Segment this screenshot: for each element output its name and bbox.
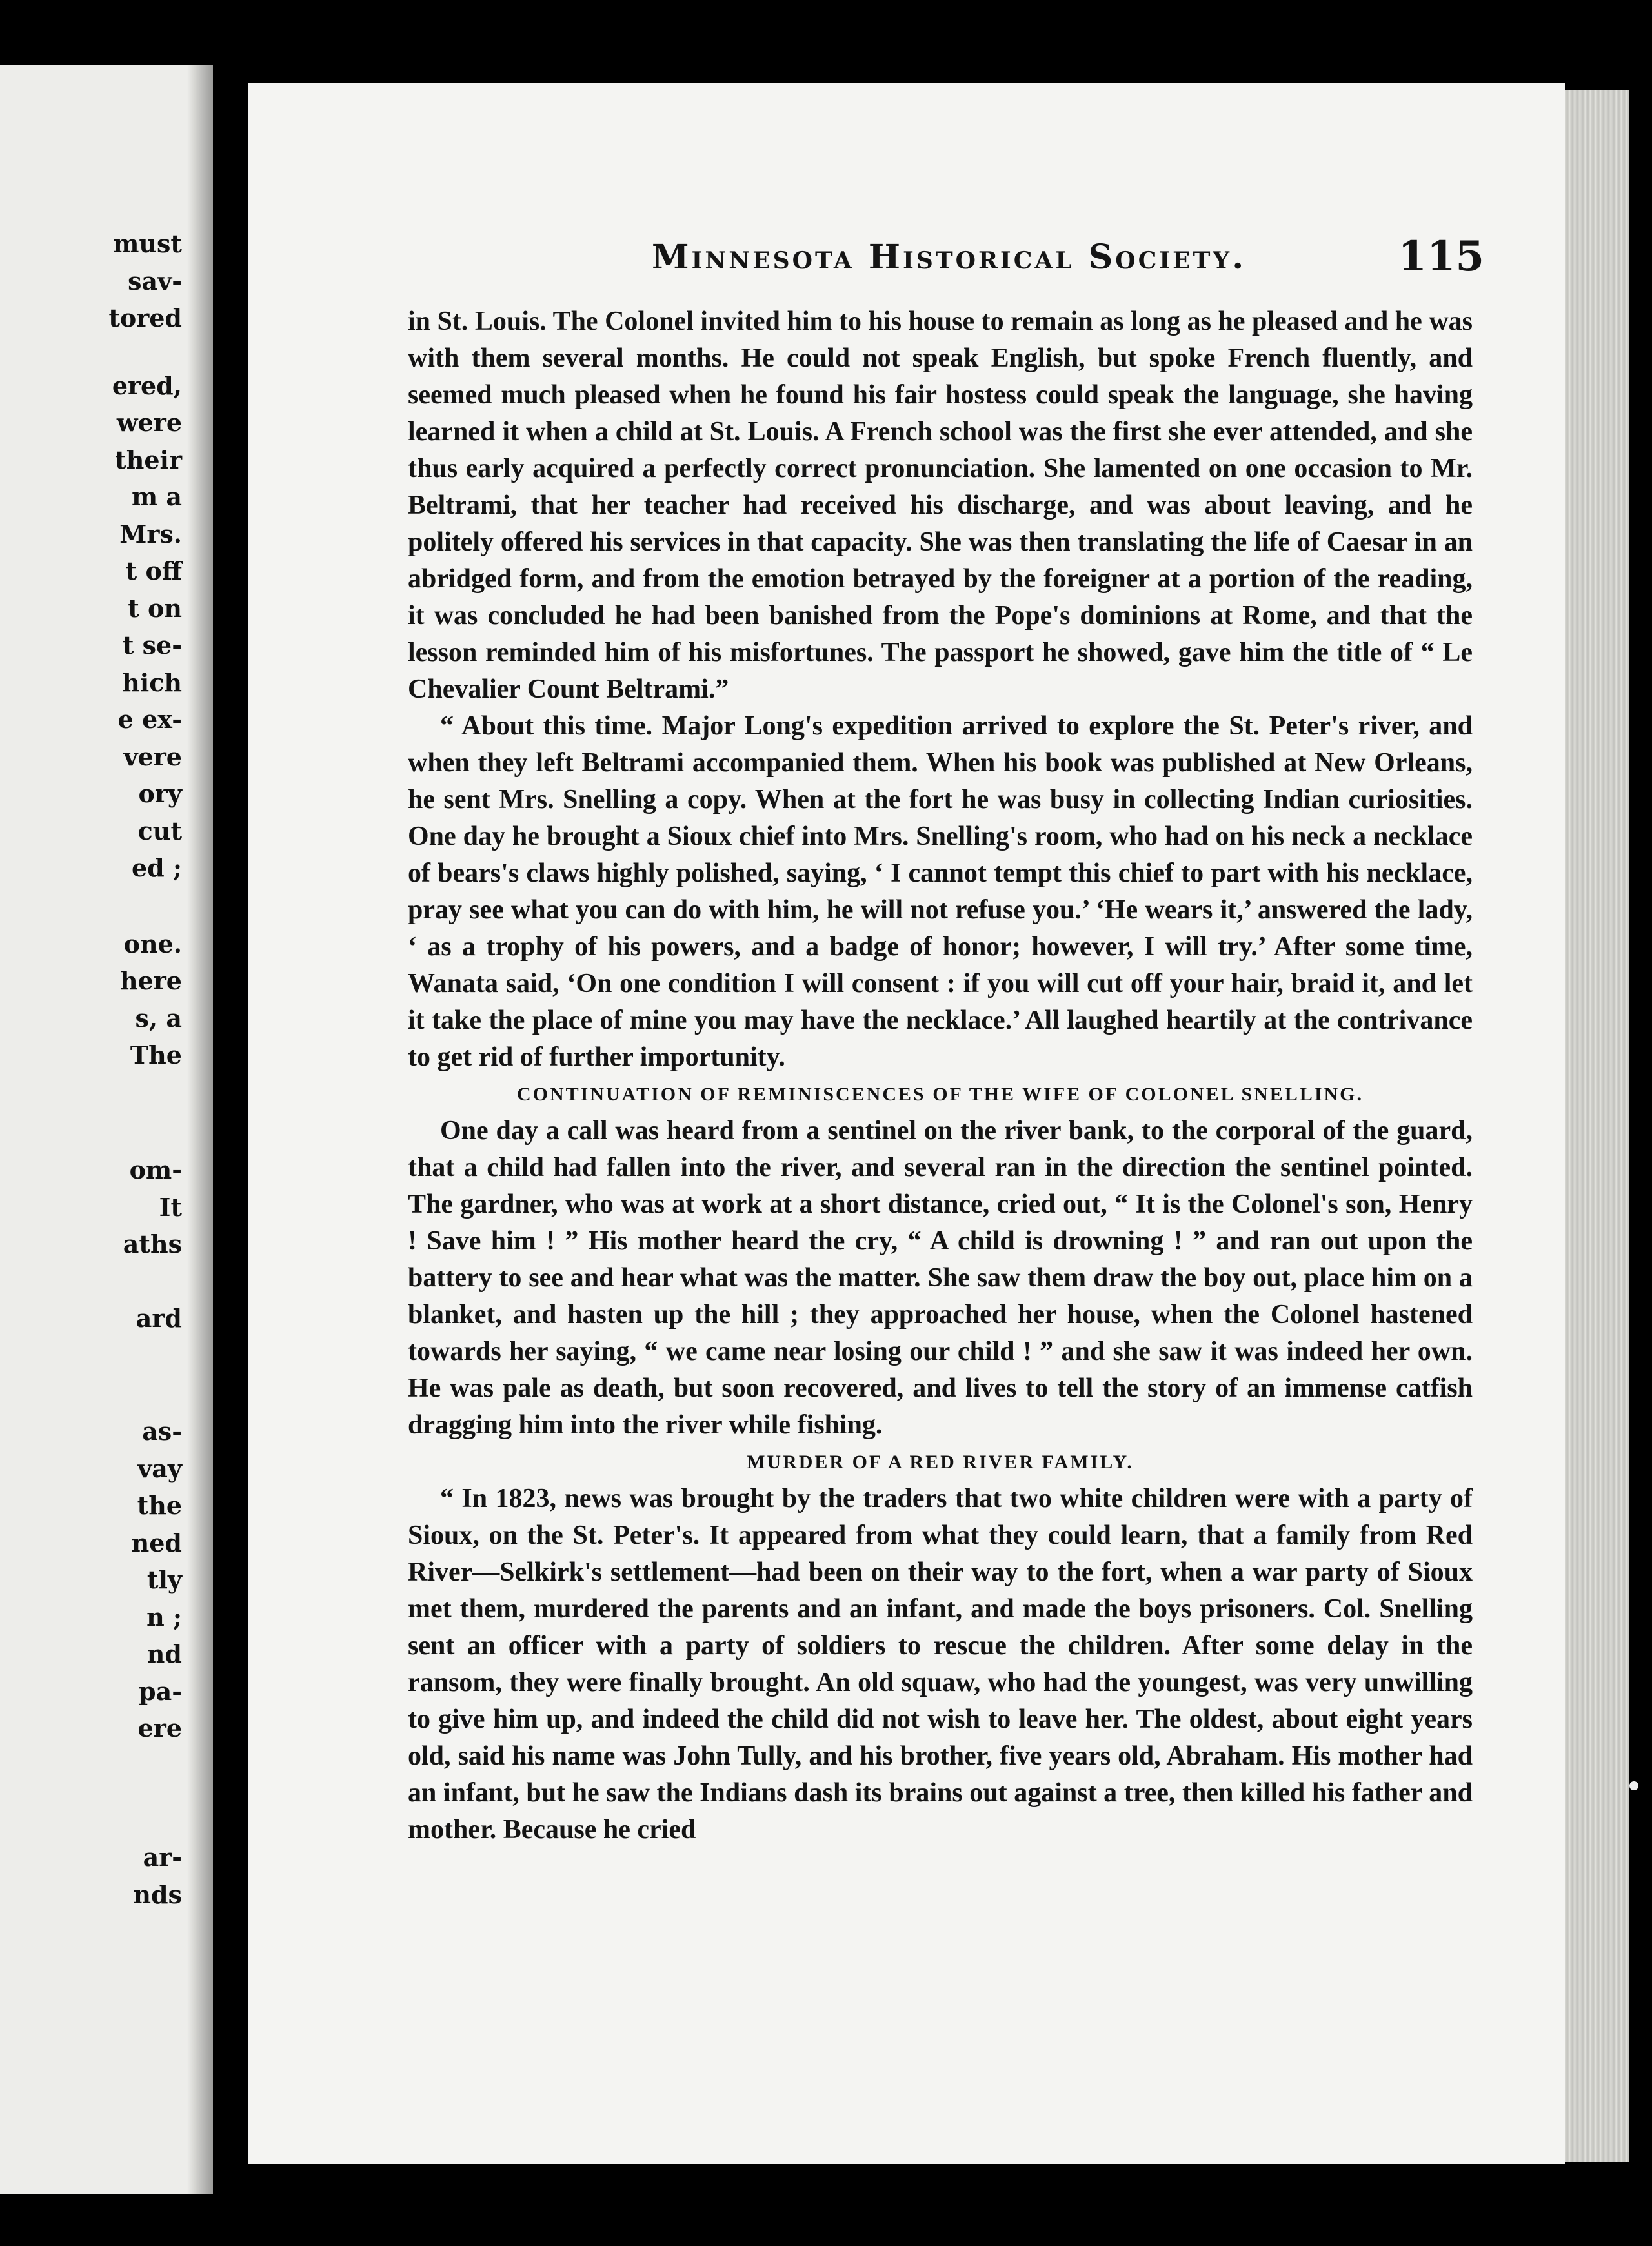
facing-page-fragment: one. <box>123 929 182 958</box>
facing-page-fragment: their <box>115 445 182 474</box>
facing-page-fragment: ory <box>138 779 182 808</box>
facing-page-fragment: tored <box>108 303 182 332</box>
section-heading: MURDER OF A RED RIVER FAMILY. <box>747 1452 1134 1473</box>
paragraph: “ In 1823, news was brought by the traders that two white children were with a party of Sioux, on the St. Peter's. It appeared from what they could learn, that a family from Red River—Selkirk's settlement—had been on their way to the fort, when a war party of Sioux met them, murdered the parents and an infant, and made the boys prisoners. Col. Snelling sent an officer with a party of soldiers to rescue the children. After some delay in the ransom, they were finally brought. An old squaw, who had the youngest, was very unwilling to give him up, and indeed the child did not wish to leave her. The oldest, about eight years old, said his name was John Tully, and his brother, five years old, Abraham. His mother had an infant, but he saw the Indians dash its brains out against a tree, then killed his father and mother. Because he cried <box>408 1484 1473 1845</box>
paragraph: One day a call was heard from a sentinel on the river bank, to the corporal of the guard, that a child had fallen into the river, and several ran in the direction the sentinel pointed. The gardner, who was at work at a short distance, cried out, “ It is the Colonel's son, Henry ! Save him ! ” His mother heard the cry, “ A child is drowning ! ” and ran out upon the battery to see and hear what was the matter. She saw them draw the boy out, place him on a blanket, and hasten up the hill ; they approached her house, when the Colonel hastened towards her saying, “ we came near losing our child ! ” and she saw it was indeed her own. He was pale as death, but soon recovered, and lives to tell the story of an immense catfish dragging him into the river while fishing. <box>408 1116 1473 1440</box>
facing-page-fragment: ar- <box>143 1843 182 1872</box>
facing-page-fragment: Mrs. <box>119 520 182 549</box>
facing-page-fragment: must <box>113 229 182 258</box>
facing-page-fragment: were <box>116 408 182 437</box>
body-text <box>408 303 1473 1848</box>
facing-page-fragment: vay <box>137 1454 182 1483</box>
page-gutter-shadow <box>187 65 213 2194</box>
facing-page-fragment: s, a <box>135 1004 182 1033</box>
speck <box>1629 1781 1638 1790</box>
facing-page-fragment: as- <box>142 1417 182 1446</box>
facing-page-fragment: t on <box>128 594 182 623</box>
facing-page-fragment: n ; <box>146 1603 182 1632</box>
page-edges <box>1565 90 1629 2162</box>
facing-page-fragment: aths <box>123 1229 182 1259</box>
facing-page-fragment: t off <box>125 556 182 585</box>
facing-page <box>0 65 213 2194</box>
facing-page-fragment: t se- <box>122 631 182 660</box>
facing-page-fragment: sav- <box>128 267 182 296</box>
facing-page-fragment: The <box>130 1040 182 1069</box>
facing-page-fragment: ered, <box>112 371 182 400</box>
facing-page-fragment: the <box>137 1491 182 1520</box>
running-head-title: Minnesota Historical Society. <box>652 238 1247 277</box>
facing-page-fragment: hich <box>122 668 182 697</box>
facing-page-fragment: e ex- <box>117 705 182 734</box>
facing-page-fragment: om- <box>129 1155 182 1184</box>
facing-page-fragment: ere <box>137 1714 182 1743</box>
running-head <box>652 232 1484 289</box>
facing-page-fragment: ned <box>131 1528 182 1557</box>
facing-page-fragment: ard <box>136 1304 182 1333</box>
facing-page-fragment: pa- <box>139 1677 182 1706</box>
page-number: 115 <box>1398 232 1484 281</box>
facing-page-fragment: vere <box>123 742 182 771</box>
facing-page-fragment: nd <box>146 1639 182 1668</box>
facing-page-fragment: cut <box>137 816 182 845</box>
paragraph: in St. Louis. The Colonel invited him to his house to remain as long as he pleased and he was with them several months. He could not speak English, but spoke French fluently, and seemed much pleased when he found his fair hostess could speak the language, she having learned it when a child at St. Louis. A French school was the first she ever attended, and she thus early acquired a perfectly correct pronunciation. She lamented on one occasion to Mr. Beltrami, that her teacher had received his discharge, and was about leaving, and he politely offered his services in that capacity. She was then translating the life of Caesar in an abridged form, and from the emotion betrayed by the foreigner at a portion of the reading, it was concluded he had been banished from the Pope's dominions at Rome, and that the lesson reminded him of his misfortunes. The passport he showed, gave him the title of “ Le Chevalier Count Beltrami.” <box>408 307 1473 704</box>
facing-page-fragment: nds <box>133 1880 182 1909</box>
facing-page-fragment: here <box>119 966 182 995</box>
facing-page-fragment: tly <box>146 1565 182 1594</box>
facing-page-fragment: ed ; <box>131 853 182 882</box>
section-heading: CONTINUATION OF REMINISCENCES OF THE WIFE OF COLONEL SNELLING. <box>516 1084 1364 1105</box>
facing-page-fragment: It <box>159 1193 182 1222</box>
paragraph: “ About this time. Major Long's expedition arrived to explore the St. Peter's river, and when they left Beltrami accompanied them. When his book was published at New Orleans, he sent Mrs. Snelling a copy. When at the fort he was busy in collecting Indian curiosities. One day he brought a Sioux chief into Mrs. Snelling's room, who had on his neck a necklace of bears's claws highly polished, saying, ‘ I cannot tempt this chief to part with his necklace, pray see what you can do with him, he will not refuse you.’ ‘He wears it,’ answered the lady, ‘ as a trophy of his powers, and a badge of honor; however, I will try.’ After some time, Wanata said, ‘On one condition I will consent : if you will cut off your hair, braid it, and let it take the place of mine you may have the necklace.’ All laughed heartily at the contrivance to get rid of further importunity. <box>408 711 1473 1072</box>
facing-page-fragment: m a <box>131 482 182 511</box>
